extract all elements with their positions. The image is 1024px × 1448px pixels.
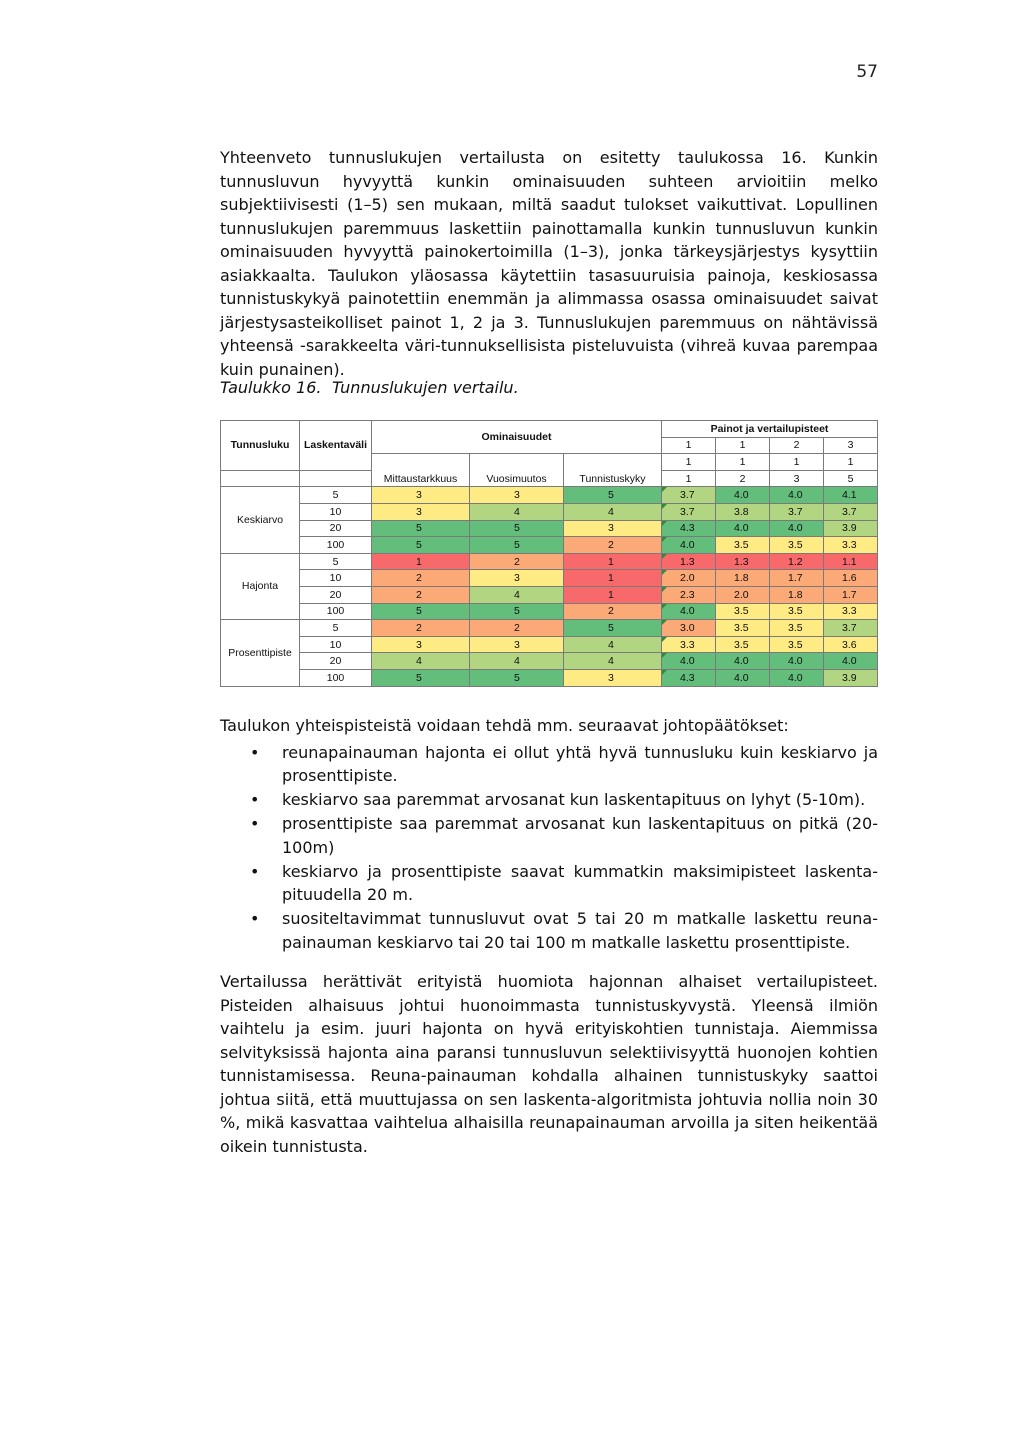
- score-value: 4.1: [842, 489, 857, 502]
- table-row: [221, 603, 878, 620]
- score-value: 3.6: [842, 638, 857, 651]
- score-cell: [716, 570, 770, 587]
- weight-cell: 1: [662, 470, 716, 487]
- score-cell: [770, 553, 824, 570]
- interval-cell: 100: [300, 537, 372, 554]
- score-value: 4.0: [842, 655, 857, 668]
- score-cell: [662, 570, 716, 587]
- table-row: [221, 537, 878, 554]
- rating-cell: 5: [470, 603, 564, 620]
- feature-header-tunnistuskyky: Tunnistuskyky: [564, 470, 662, 487]
- table-row: [221, 620, 878, 637]
- score-cell: [824, 669, 878, 686]
- table-row: [221, 553, 878, 570]
- conclusion-item: • reunapainauman hajonta ei ollut yhtä hyvä tunnusluku kuin keskiarvo ja prosenttipiste.: [220, 741, 878, 788]
- score-value: 3.7: [842, 621, 857, 634]
- comment-marker-icon: [662, 554, 667, 559]
- comment-marker-icon: [662, 570, 667, 575]
- score-cell: [662, 520, 716, 537]
- score-value: 3.3: [842, 538, 857, 551]
- score-cell: [716, 620, 770, 637]
- score-cell: [716, 520, 770, 537]
- score-cell: [662, 636, 716, 653]
- score-value: 2.0: [680, 572, 695, 585]
- comment-marker-icon: [662, 521, 667, 526]
- weight-cell: 1: [824, 454, 878, 471]
- score-value: 4.0: [734, 671, 749, 684]
- caption-title: Tunnuslukujen vertailu.: [332, 378, 519, 397]
- score-value: 3.5: [788, 638, 803, 651]
- rating-cell: 1: [564, 570, 662, 587]
- rating-cell: 1: [564, 586, 662, 603]
- table-row: [221, 487, 878, 504]
- table-caption: [220, 378, 519, 397]
- conclusion-item: • prosenttipiste saa paremmat arvosanat kun laskentapituus on pitkä (20-100m): [220, 812, 878, 859]
- score-cell: [770, 503, 824, 520]
- score-cell: [824, 653, 878, 670]
- score-cell: [770, 570, 824, 587]
- rating-cell: 2: [470, 553, 564, 570]
- table-row: [221, 669, 878, 686]
- rating-cell: 5: [470, 520, 564, 537]
- score-value: 4.0: [788, 671, 803, 684]
- weight-cell: 1: [716, 454, 770, 471]
- outro-paragraph: Vertailussa herättivät erityistä huomiota hajonnan alhaiset vertailupisteet. Pisteiden alhaisuus johtui huonoimmasta tunnistuskyvystä. Yleensä ilmiön vaihtelu ja esim. juuri hajonta on hyvä erityiskohtien tunnistaja. Aiemmissa selvityksissä hajonta aina paransi tunnusluvun selektiivisyyttä huonojen kohtien tunnistamisessa. Reuna-painauman kohdalla alhainen tunnistuskyky saattoi johtua siitä, että muuttujassa on sen laskenta-algoritmista johtuvia nollia noin 30 %, mikä kasvattaa vaihtelua alhaisilla reunapainauman arvoilla ja siten heikentää oikein tunnistusta.: [220, 972, 878, 1156]
- score-value: 1.6: [842, 572, 857, 585]
- interval-cell: 100: [300, 669, 372, 686]
- page-number: 57: [856, 62, 878, 82]
- score-cell: [716, 553, 770, 570]
- weight-cell: 1: [662, 454, 716, 471]
- comment-marker-icon: [662, 604, 667, 609]
- score-cell: [770, 586, 824, 603]
- score-cell: [662, 503, 716, 520]
- score-value: 3.7: [680, 489, 695, 502]
- score-value: 3.5: [788, 605, 803, 618]
- score-value: 4.3: [680, 522, 695, 535]
- rating-cell: 4: [470, 503, 564, 520]
- conclusions-list: [220, 741, 878, 955]
- score-cell: [770, 653, 824, 670]
- group-name-cell: Hajonta: [221, 553, 300, 619]
- interval-cell: 5: [300, 487, 372, 504]
- score-value: 4.0: [734, 489, 749, 502]
- score-value: 4.0: [680, 538, 695, 551]
- rating-cell: 3: [470, 487, 564, 504]
- conclusion-item: • suositeltavimmat tunnusluvut ovat 5 tai 20 m matkalle laskettu reuna-painauman keskiarvo tai 20 tai 100 m matkalle laskettu prosenttipiste.: [220, 907, 878, 954]
- comment-marker-icon: [662, 653, 667, 658]
- score-cell: [716, 603, 770, 620]
- comment-marker-icon: [662, 637, 667, 642]
- rating-cell: 5: [372, 537, 470, 554]
- rating-cell: 5: [470, 537, 564, 554]
- weight-spacer: [564, 454, 662, 471]
- score-cell: [770, 537, 824, 554]
- score-value: 4.0: [734, 655, 749, 668]
- score-cell: [824, 570, 878, 587]
- painot-header: Painot ja vertailupisteet: [662, 421, 878, 438]
- rating-cell: 2: [564, 537, 662, 554]
- rating-cell: 3: [372, 503, 470, 520]
- score-value: 4.0: [734, 522, 749, 535]
- interval-cell: 20: [300, 653, 372, 670]
- rating-cell: 3: [470, 636, 564, 653]
- table-row: [221, 520, 878, 537]
- rating-cell: 2: [372, 570, 470, 587]
- score-cell: [716, 653, 770, 670]
- rating-cell: 1: [564, 553, 662, 570]
- conclusion-item: • keskiarvo ja prosenttipiste saavat kummatkin maksimipisteet laskenta-pituudella 20 m.: [220, 860, 878, 907]
- weight-cell: 5: [824, 470, 878, 487]
- score-value: 1.8: [734, 572, 749, 585]
- score-cell: [770, 603, 824, 620]
- comment-marker-icon: [662, 487, 667, 492]
- rating-cell: 3: [564, 520, 662, 537]
- laskentavali-header: Laskentaväli: [300, 421, 372, 471]
- score-value: 1.7: [842, 588, 857, 601]
- score-cell: [770, 669, 824, 686]
- score-cell: [716, 586, 770, 603]
- score-cell: [716, 503, 770, 520]
- conclusions-lead: Taulukon yhteispisteistä voidaan tehdä mm. seuraavat johtopäätökset:: [220, 716, 789, 735]
- score-value: 3.5: [734, 605, 749, 618]
- weight-cell: 2: [770, 437, 824, 454]
- rating-cell: 4: [470, 653, 564, 670]
- comment-marker-icon: [662, 587, 667, 592]
- score-value: 1.7: [788, 572, 803, 585]
- weight-cell: 3: [770, 470, 824, 487]
- rating-cell: 4: [564, 653, 662, 670]
- rating-cell: 2: [372, 586, 470, 603]
- table-row: [221, 570, 878, 587]
- score-cell: [824, 586, 878, 603]
- rating-cell: 5: [564, 487, 662, 504]
- score-cell: [824, 520, 878, 537]
- score-value: 1.1: [842, 555, 857, 568]
- interval-cell: 10: [300, 636, 372, 653]
- score-cell: [716, 487, 770, 504]
- rating-cell: 3: [470, 570, 564, 587]
- score-cell: [662, 653, 716, 670]
- weight-cell: 2: [716, 470, 770, 487]
- score-cell: [824, 537, 878, 554]
- score-value: 3.5: [734, 538, 749, 551]
- score-value: 3.9: [842, 671, 857, 684]
- rating-cell: 3: [564, 669, 662, 686]
- score-value: 4.0: [788, 522, 803, 535]
- score-value: 3.7: [788, 505, 803, 518]
- score-value: 4.0: [680, 655, 695, 668]
- rating-cell: 4: [564, 636, 662, 653]
- score-value: 4.0: [788, 489, 803, 502]
- score-cell: [662, 487, 716, 504]
- weight-cell: 1: [770, 454, 824, 471]
- weight-cell: 3: [824, 437, 878, 454]
- group-name-cell: Keskiarvo: [221, 487, 300, 553]
- score-cell: [716, 537, 770, 554]
- interval-cell: 5: [300, 620, 372, 637]
- rating-cell: 4: [470, 586, 564, 603]
- score-value: 3.5: [734, 621, 749, 634]
- score-value: 3.5: [734, 638, 749, 651]
- score-value: 4.0: [680, 605, 695, 618]
- score-cell: [662, 669, 716, 686]
- table-row: [221, 586, 878, 603]
- score-cell: [770, 620, 824, 637]
- group-name-cell: Prosenttipiste: [221, 620, 300, 686]
- header-row-4: [221, 470, 878, 487]
- header-row-1: [221, 421, 878, 438]
- rating-cell: 5: [372, 669, 470, 686]
- feature-header-vuosimuutos: Vuosimuutos: [470, 470, 564, 487]
- weight-cell: 1: [716, 437, 770, 454]
- comment-marker-icon: [662, 670, 667, 675]
- score-value: 1.2: [788, 555, 803, 568]
- weight-spacer: [470, 454, 564, 471]
- laskentavali-header-spacer: [300, 470, 372, 487]
- score-cell: [770, 636, 824, 653]
- score-cell: [824, 636, 878, 653]
- ominaisuudet-header: Ominaisuudet: [372, 421, 662, 454]
- score-cell: [662, 586, 716, 603]
- score-cell: [770, 520, 824, 537]
- intro-paragraph: Yhteenveto tunnuslukujen vertailusta on esitetty taulukossa 16. Kunkin tunnusluvun hyvyyttä kunkin ominaisuuden suhteen arvioitiin melko subjektiivisesti (1–5) sen mukaan, miltä saadut tulokset vaikuttivat. Lopullinen tunnuslukujen paremmuus laskettiin painottamalla kunkin tunnusluvun kunkin ominaisuuden hyvyyttä painokertoimilla (1–3), jonka tärkeysjärjestys kysyttiin asiakkaalta. Taulukon yläosassa käytettiin tasasuuruisia painoja, keskiosassa tunnistuskykyä painotettiin enemmän ja alimmassa osassa ominaisuudet saivat järjestysasteikolliset painot 1, 2 ja 3. Tunnuslukujen paremmuus on nähtävissä yhteensä -sarakkeelta väri-tunnuksellisista pisteluvuista (vihreä kuvaa parempaa kuin punainen).: [220, 148, 878, 379]
- score-cell: [824, 603, 878, 620]
- conclusions-block: [220, 714, 878, 955]
- score-value: 4.0: [788, 655, 803, 668]
- score-value: 3.8: [734, 505, 749, 518]
- rating-cell: 5: [564, 620, 662, 637]
- interval-cell: 20: [300, 586, 372, 603]
- score-value: 4.3: [680, 671, 695, 684]
- score-cell: [662, 603, 716, 620]
- interval-cell: 10: [300, 503, 372, 520]
- score-cell: [662, 620, 716, 637]
- table-row: [221, 503, 878, 520]
- comparison-table: [220, 420, 878, 687]
- score-value: 1.8: [788, 588, 803, 601]
- weight-cell: 1: [662, 437, 716, 454]
- score-value: 3.5: [788, 621, 803, 634]
- score-value: 1.3: [680, 555, 695, 568]
- score-value: 3.3: [842, 605, 857, 618]
- score-cell: [824, 487, 878, 504]
- score-cell: [716, 669, 770, 686]
- feature-header-mittaustarkkuus: Mittaustarkkuus: [372, 470, 470, 487]
- interval-cell: 100: [300, 603, 372, 620]
- caption-label: Taulukko 16.: [220, 378, 322, 397]
- conclusion-item: • keskiarvo saa paremmat arvosanat kun laskentapituus on lyhyt (5-10m).: [220, 788, 878, 812]
- score-cell: [662, 537, 716, 554]
- comparison-table-wrapper: [220, 420, 878, 687]
- score-cell: [770, 487, 824, 504]
- comment-marker-icon: [662, 620, 667, 625]
- tunnusluku-header-spacer: [221, 470, 300, 487]
- rating-cell: 2: [564, 603, 662, 620]
- rating-cell: 2: [372, 620, 470, 637]
- score-value: 3.0: [680, 621, 695, 634]
- interval-cell: 10: [300, 570, 372, 587]
- score-cell: [824, 620, 878, 637]
- weight-spacer: [372, 454, 470, 471]
- comment-marker-icon: [662, 504, 667, 509]
- score-cell: [824, 553, 878, 570]
- comment-marker-icon: [662, 537, 667, 542]
- score-value: 2.3: [680, 588, 695, 601]
- tunnusluku-header: Tunnusluku: [221, 421, 300, 471]
- rating-cell: 5: [372, 603, 470, 620]
- score-value: 3.7: [842, 505, 857, 518]
- score-cell: [716, 636, 770, 653]
- rating-cell: 4: [564, 503, 662, 520]
- score-value: 3.3: [680, 638, 695, 651]
- table-row: [221, 636, 878, 653]
- score-value: 1.3: [734, 555, 749, 568]
- score-value: 3.9: [842, 522, 857, 535]
- rating-cell: 3: [372, 636, 470, 653]
- rating-cell: 4: [372, 653, 470, 670]
- score-cell: [662, 553, 716, 570]
- score-value: 3.5: [788, 538, 803, 551]
- interval-cell: 5: [300, 553, 372, 570]
- score-cell: [824, 503, 878, 520]
- rating-cell: 5: [372, 520, 470, 537]
- score-value: 2.0: [734, 588, 749, 601]
- rating-cell: 1: [372, 553, 470, 570]
- rating-cell: 5: [470, 669, 564, 686]
- rating-cell: 3: [372, 487, 470, 504]
- interval-cell: 20: [300, 520, 372, 537]
- rating-cell: 2: [470, 620, 564, 637]
- table-row: [221, 653, 878, 670]
- score-value: 3.7: [680, 505, 695, 518]
